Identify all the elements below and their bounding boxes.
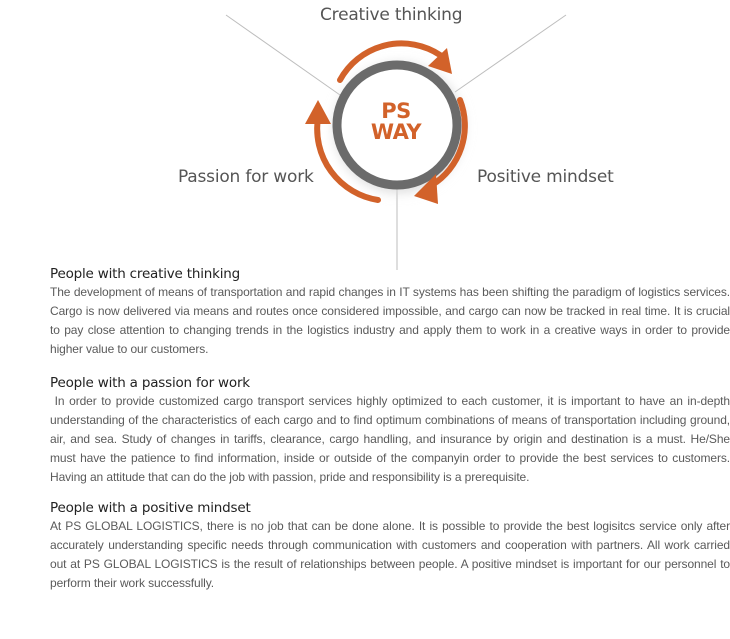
center-title-way: WAY <box>370 120 422 144</box>
center-title-ps: PS <box>381 99 411 123</box>
section-body: The development of means of transportation and rapid changes in IT systems has been shifting the paradigm of logistics services. Cargo is now delivered via means and routes once considered impossible, and cargo can now be tracked in real time. It is crucial to pay close attention to changing trends in the logistics industry and apply them to work in a creative ways in order to provide higher value to our customers. <box>50 285 730 356</box>
section-body: In order to provide customized cargo transport services highly optimized to each customer, it is important to have an in-depth understanding of the characteristics of each cargo and to find optimum combinations of means of transportation including ground, air, and sea. Study of changes in tariffs, clearance, cargo handling, and insurance by origin and destination is a must. He/She must have the patience to find information, inside or outside of the companyin order to provide the best services to customers. Having an attitude that can do the job with passion, pride and responsibility is a prerequisite. <box>50 394 730 484</box>
section-title: People with creative thinking <box>50 266 241 282</box>
label-passion-for-work: Passion for work <box>178 167 314 187</box>
section-positive-mindset <box>50 500 730 593</box>
section-title: People with a positive mindset <box>50 500 251 516</box>
spoke-top-right <box>455 15 566 92</box>
label-positive-mindset: Positive mindset <box>477 167 614 187</box>
section-title: People with a passion for work <box>50 375 250 391</box>
ps-way-diagram <box>0 0 730 270</box>
section-body: At PS GLOBAL LOGISTICS, there is no job that can be done alone. It is possible to provide the best logisitcs service only after accurately understanding specific needs through communication with customers and cooperation with partners. All work carried out at PS GLOBAL LOGISTICS is the result of relationships between people. A positive mindset is important for our personnel to perform their work successfully. <box>50 519 730 590</box>
spoke-top-left <box>226 15 340 95</box>
section-passion-for-work <box>50 375 730 487</box>
label-creative-thinking: Creative thinking <box>320 5 463 25</box>
section-creative-thinking <box>50 266 730 359</box>
